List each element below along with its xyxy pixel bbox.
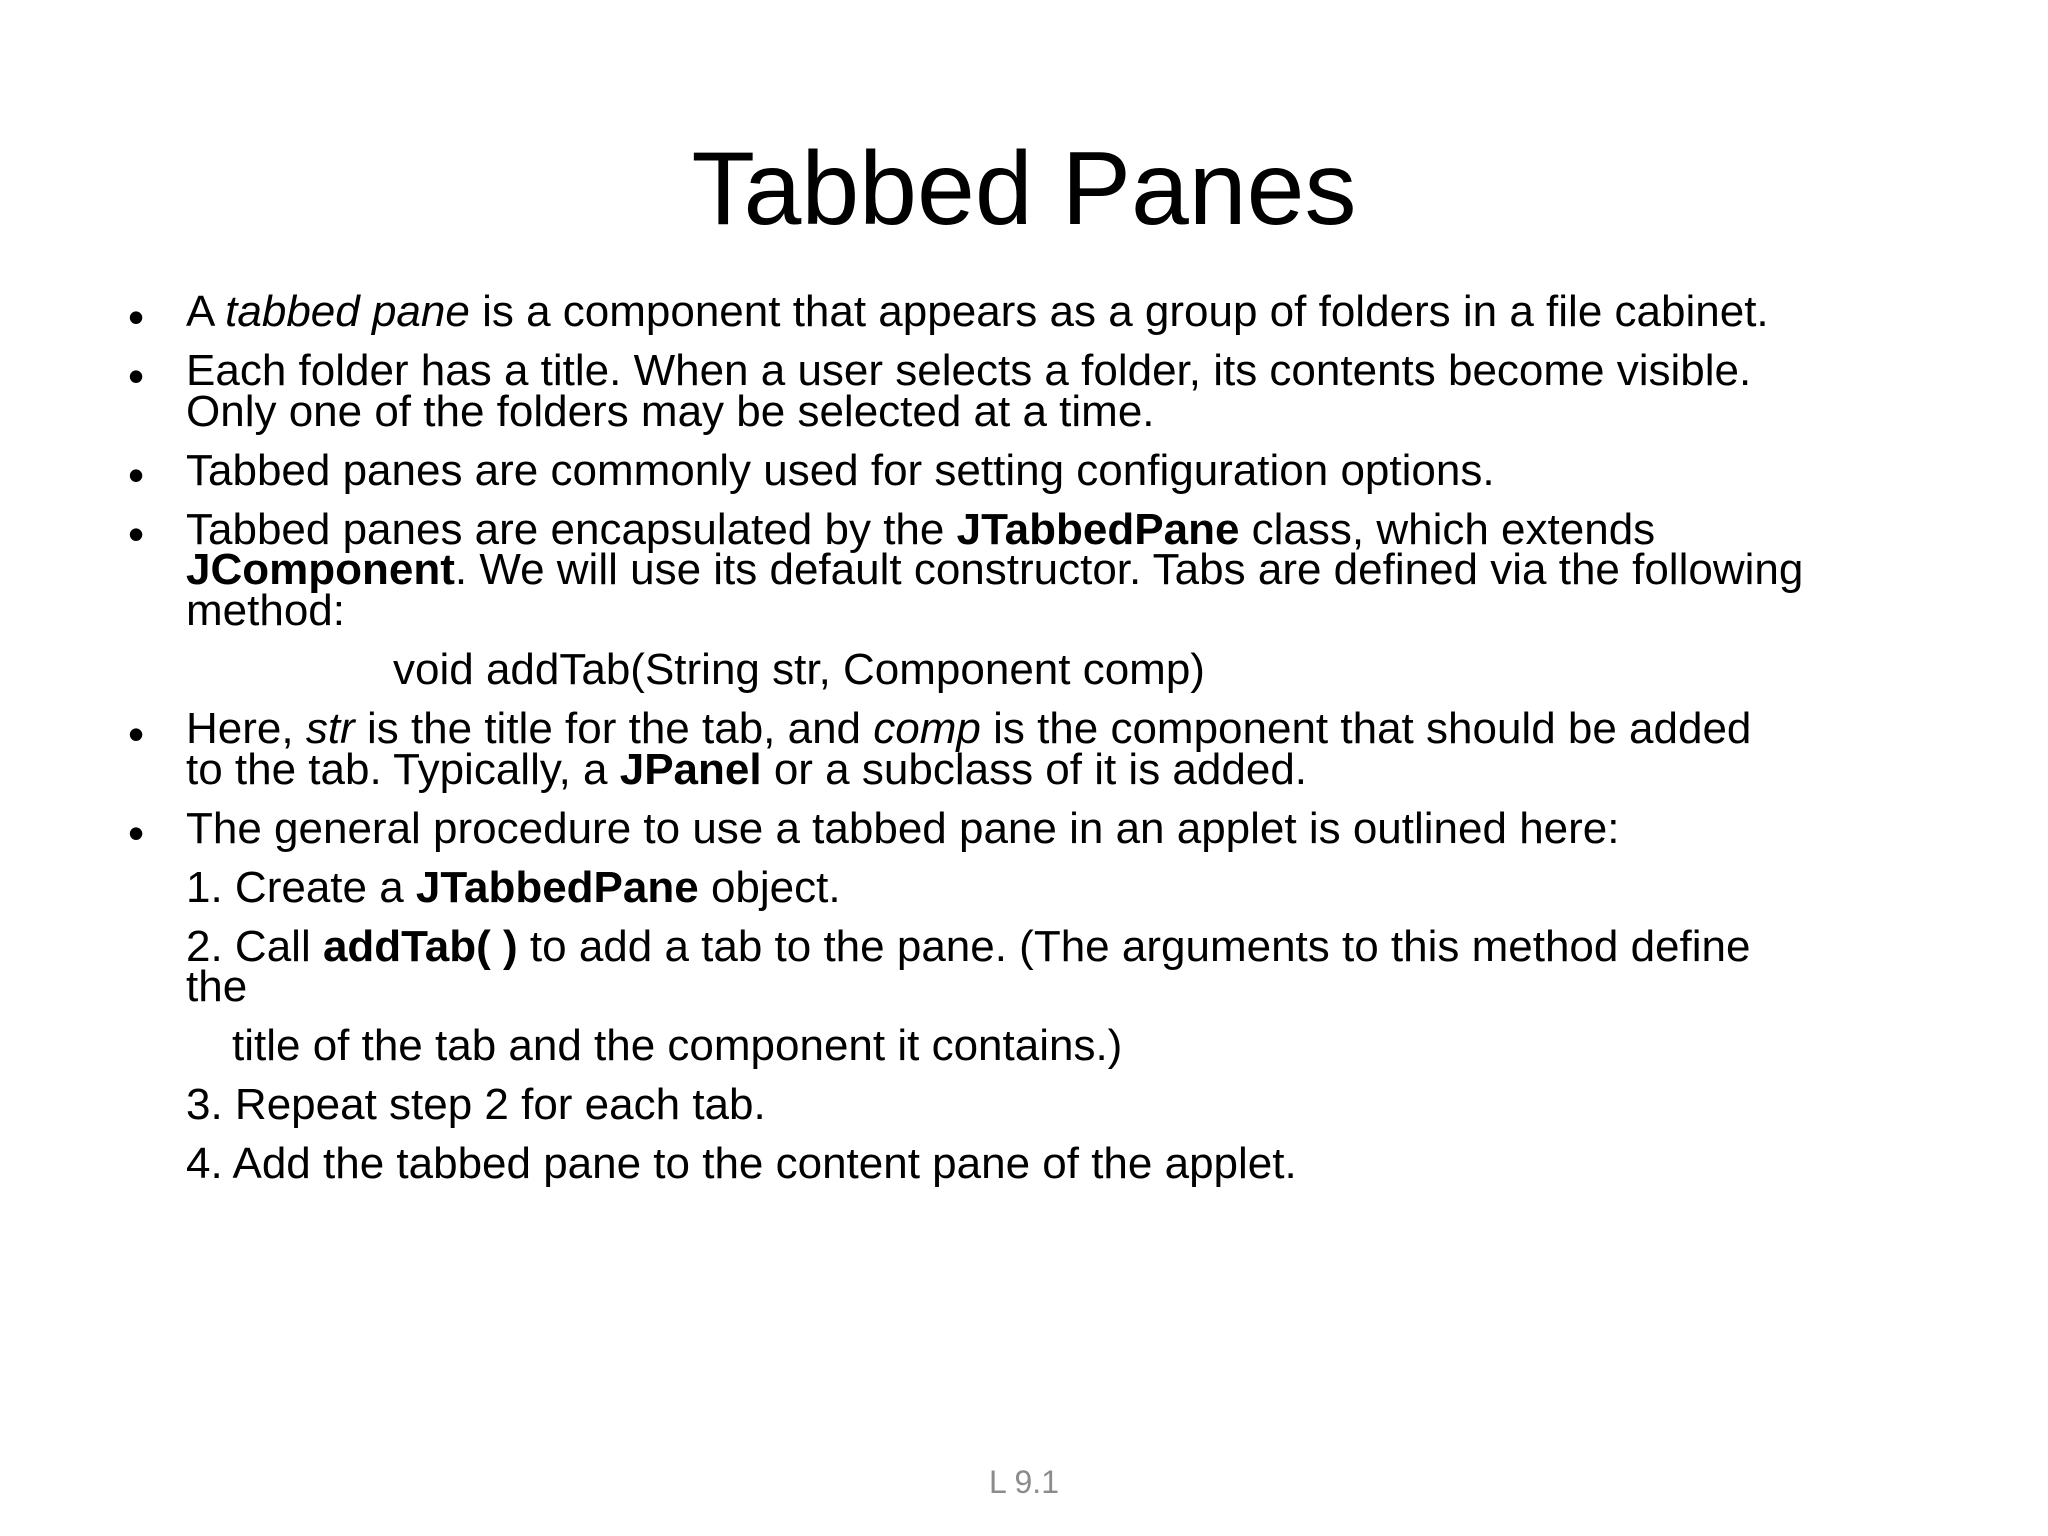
step-text: 4. Add the tabbed pane to the content pane of the applet. (186, 1139, 1297, 1188)
bullet-text: The general procedure to use a tabbed pane in an applet is outlined here: (186, 803, 1620, 853)
bullet-text: class, which extends (1239, 504, 1656, 554)
slide-footer: L 9.1 (989, 1464, 1059, 1500)
italic-term: tabbed pane (225, 287, 470, 336)
bullet-continuation (128, 545, 1958, 595)
method-signature (128, 645, 1958, 695)
step-text: to add a tab to the pane. (The arguments to this method define (517, 921, 1751, 971)
slide-title: Tabbed Panes (691, 131, 1357, 247)
bullet-item (128, 287, 1958, 343)
bullet-marker: • (128, 707, 145, 760)
slide-body (128, 287, 1958, 1188)
bullet-marker: • (128, 449, 145, 502)
bold-term: addTab( ) (322, 921, 518, 971)
bullet-item (128, 803, 1958, 860)
bullet-item (128, 445, 1958, 502)
italic-term: str (305, 704, 355, 753)
bullet-text: is the component that should be added (980, 704, 1752, 753)
procedure-step (128, 1080, 1958, 1130)
procedure-step (128, 921, 1958, 971)
bullet-text: or a subclass of it is added. (761, 744, 1308, 794)
bullet-text: A (186, 287, 226, 336)
step-text: the (186, 962, 248, 1012)
bullet-text: is a component that appears as a group of folders in a file cabinet. (469, 287, 1769, 336)
procedure-step-continuation (128, 1021, 1958, 1071)
step-text: title of the tab and the component it contains.) (232, 1021, 1123, 1071)
bullet-text: Here, (186, 704, 306, 753)
bullet-marker: • (128, 807, 145, 860)
bold-term: JTabbedPane (956, 504, 1240, 554)
bullet-continuation (128, 744, 1958, 794)
step-text: 3. Repeat step 2 for each tab. (186, 1080, 766, 1130)
code-text: void addTab(String str, Component comp) (393, 645, 1205, 695)
bullet-text: Only one of the folders may be selected at a time. (186, 386, 1155, 436)
bold-term: JTabbedPane (415, 862, 699, 912)
bullet-marker: • (128, 290, 145, 343)
bullet-marker: • (128, 349, 145, 402)
bullet-text: Tabbed panes are commonly used for setting configuration options. (186, 445, 1495, 495)
procedure-step (128, 1139, 1958, 1188)
procedure-step (128, 862, 1958, 912)
bullet-text: method: (186, 586, 345, 636)
bullet-continuation (128, 386, 1958, 436)
bullet-text: is the title for the tab, and (354, 704, 874, 753)
bold-term: JComponent (186, 545, 455, 595)
bullet-text: to the tab. Typically, a (186, 744, 620, 794)
bullet-text: Tabbed panes are encapsulated by the (186, 504, 957, 554)
bullet-text: . We will use its default constructor. Tabs are defined via the following (454, 545, 1804, 595)
step-text: object. (698, 862, 841, 912)
step-text: 1. Create a (186, 862, 416, 912)
bold-term: JPanel (619, 744, 762, 794)
bullet-text: Each folder has a title. When a user selects a folder, its contents become visible. (186, 345, 1752, 395)
bullet-continuation (128, 586, 1958, 636)
step-text: 2. Call (186, 921, 323, 971)
procedure-step-continuation (128, 962, 1958, 1012)
bullet-marker: • (128, 508, 145, 561)
italic-term: comp (873, 704, 981, 753)
